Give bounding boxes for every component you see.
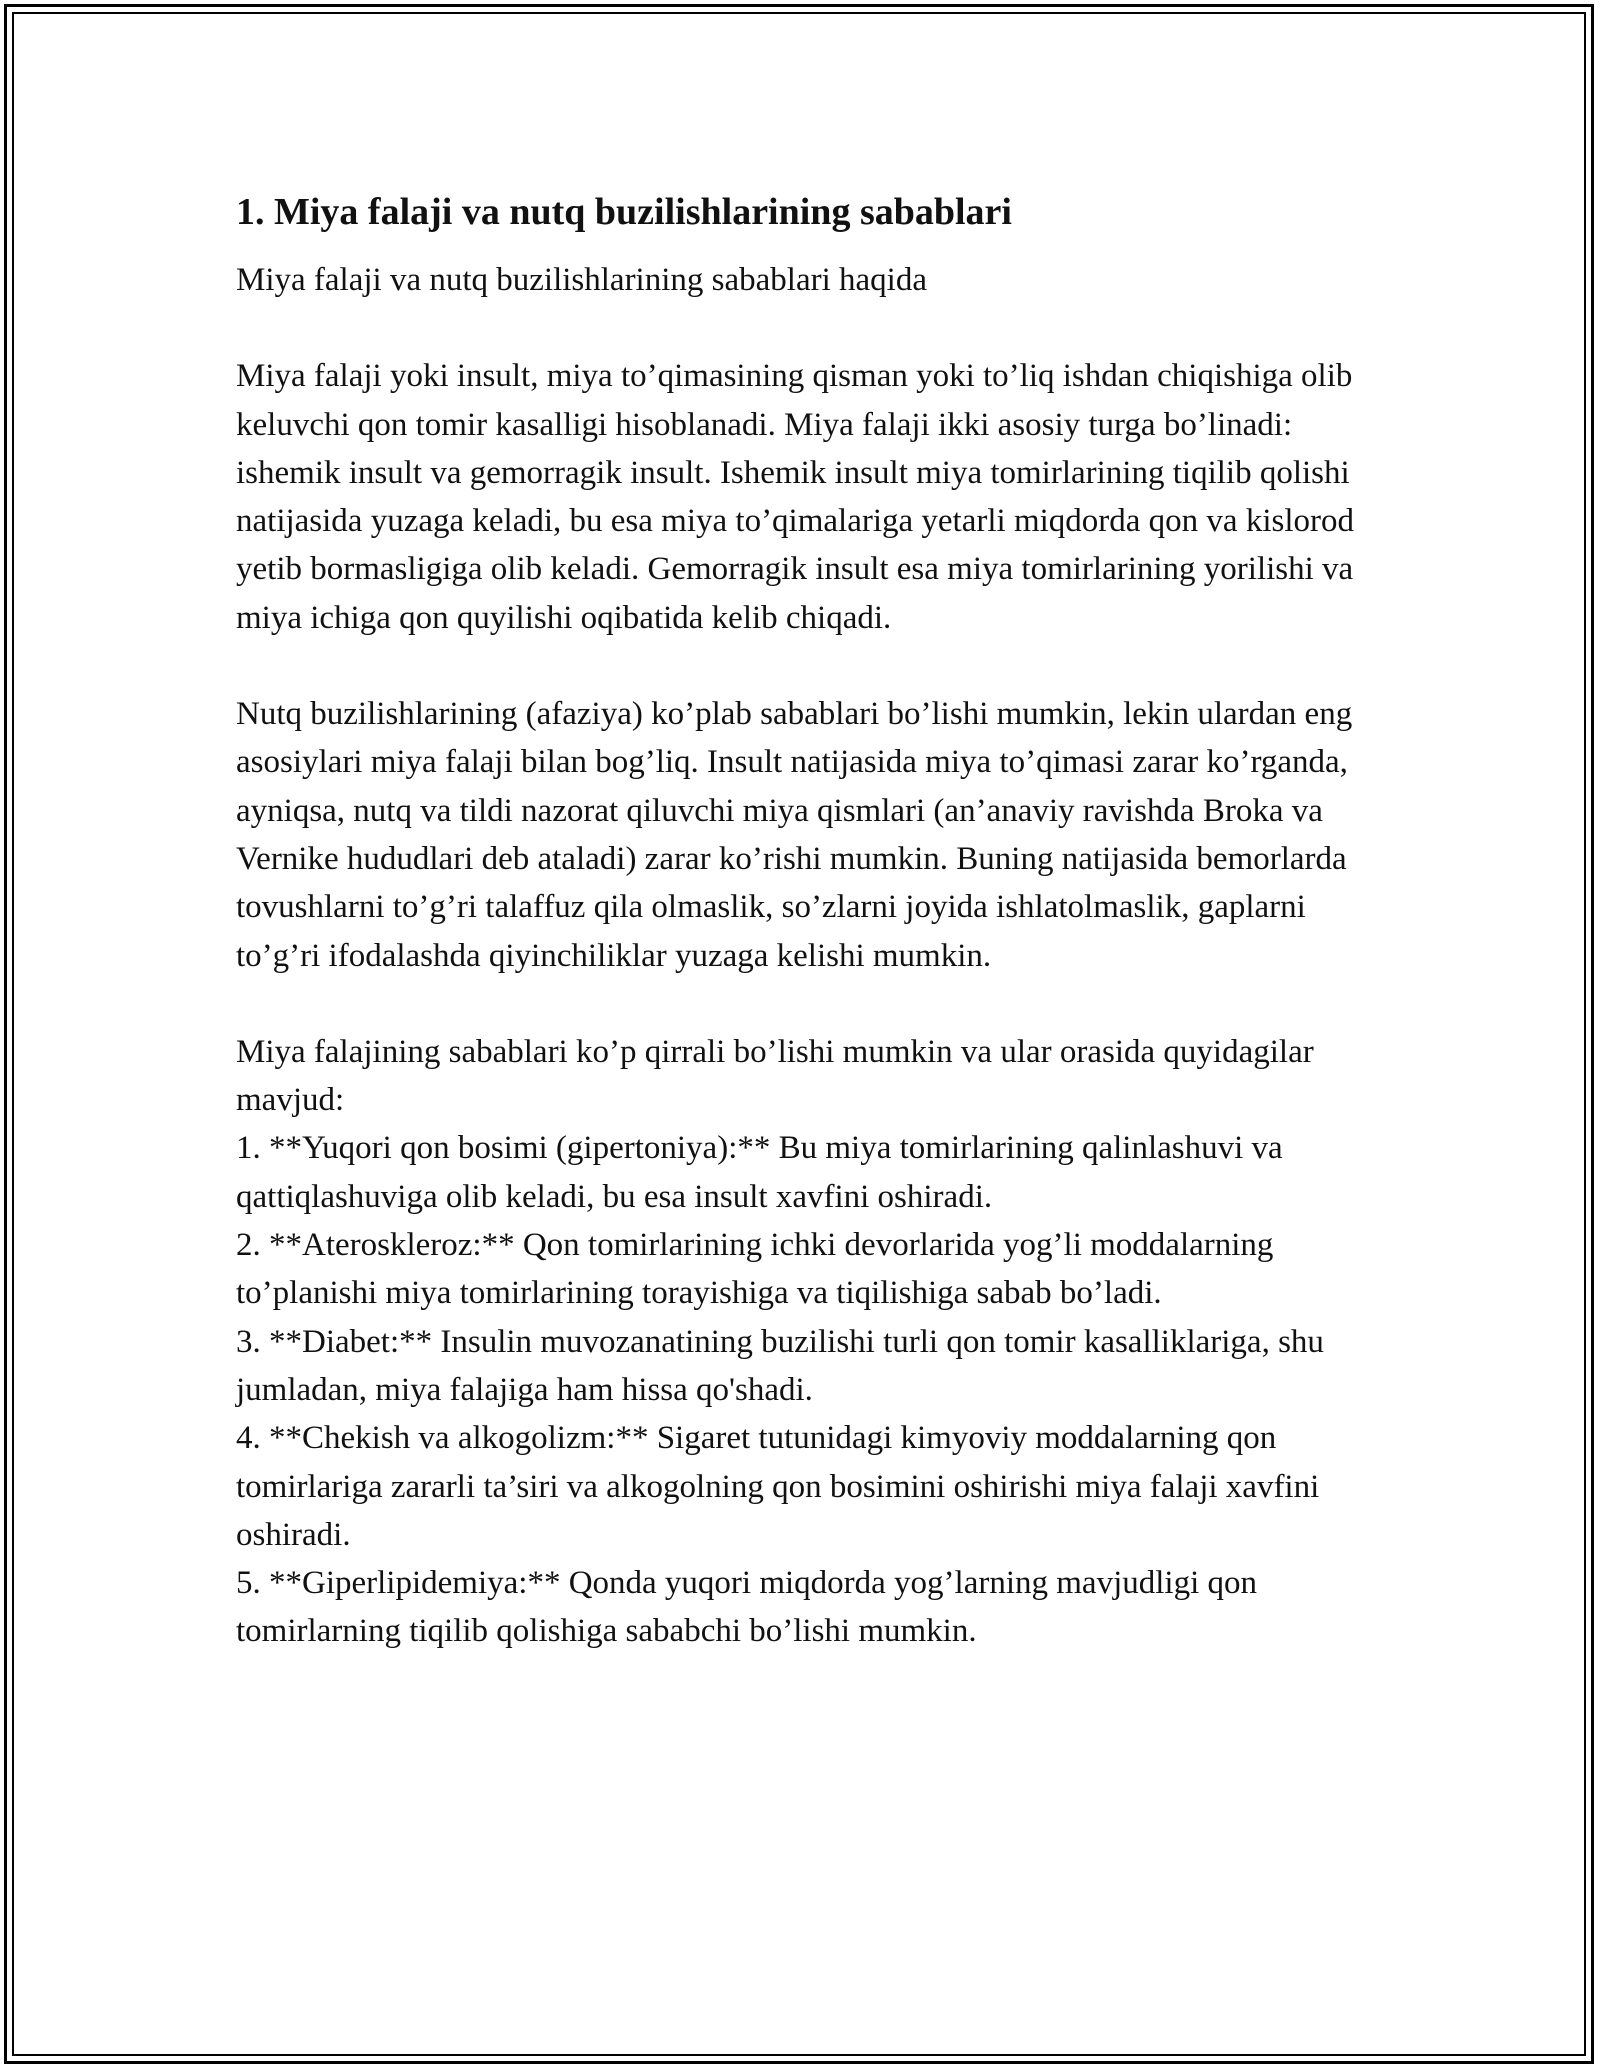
list-item: 5. **Giperlipidemiya:** Qonda yuqori miqdorda yog’larning mavjudligi qon tomirlarning tiqilib qolishiga sababchi bo’lishi mumkin. bbox=[236, 1565, 1258, 1650]
list-intro: Miya falajining sabablari ko’p qirrali bo’lishi mumkin va ular orasida quyidagilar mavjud: bbox=[236, 1033, 1314, 1119]
paragraph-speech-disorders: Nutq buzilishlarining (afaziya) ko’plab sabablari bo’lishi mumkin, lekin ulardan eng asosiylari miya falaji bilan bog’liq. Insult natijasida miya to’qimasi zarar ko’rganda, ayniqsa, nutq va tildi nazorat qiluvchi miya qismlari (an’anaviy ravishda Broka va Vernike hududlari deb ataladi) zarar ko’rishi mumkin. Buning natijasida bemorlarda tovushlarni to’g’ri talaffuz qila olmaslik, so’zlarni joyida ishlatolmaslik, gaplarni to’g’ri ifodalashda qiyinchiliklar yuzaga kelishi mumkin. bbox=[236, 696, 1353, 974]
document-body bbox=[236, 186, 1386, 1656]
section-subtitle: Miya falaji va nutq buzilishlarining sabablari haqida bbox=[236, 262, 927, 298]
list-item: 2. **Ateroskleroz:** Qon tomirlarining ichki devorlarida yog’li moddalarning to’planishi miya tomirlarining torayishiga va tiqilishiga sabab bo’ladi. bbox=[236, 1227, 1274, 1312]
list-item: 3. **Diabet:** Insulin muvozanatining buzilishi turli qon tomir kasalliklariga, shu jumladan, miya falajiga ham hissa qo'shadi. bbox=[236, 1323, 1324, 1408]
causes-list bbox=[236, 1028, 1386, 1656]
list-item: 4. **Chekish va alkogolizm:** Sigaret tutunidagi kimyoviy moddalarning qon tomirlariga zararli ta’siri va alkogolning qon bosimini oshirishi miya falaji xavfini oshiradi. bbox=[236, 1420, 1320, 1553]
section-heading: 1. Miya falaji va nutq buzilishlarining sabablari bbox=[236, 191, 1012, 233]
list-item: 1. **Yuqori qon bosimi (gipertoniya):** Bu miya tomirlarining qalinlashuvi va qattiqlashuviga olib keladi, bu esa insult xavfini oshiradi. bbox=[236, 1130, 1283, 1215]
paragraph-stroke-types: Miya falaji yoki insult, miya to’qimasining qisman yoki to’liq ishdan chiqishiga olib keluvchi qon tomir kasalligi hisoblanadi. Miya falaji ikki asosiy turga bo’linadi: ishemik insult va gemorragik insult. Ishemik insult miya tomirlarining tiqilib qolishi natijasida yuzaga keladi, bu esa miya to’qimalariga yetarli miqdorda qon va kislorod yetib bormasligiga olib keladi. Gemorragik insult esa miya tomirlarining yorilishi va miya ichiga qon quyilishi oqibatida kelib chiqadi. bbox=[236, 358, 1354, 636]
